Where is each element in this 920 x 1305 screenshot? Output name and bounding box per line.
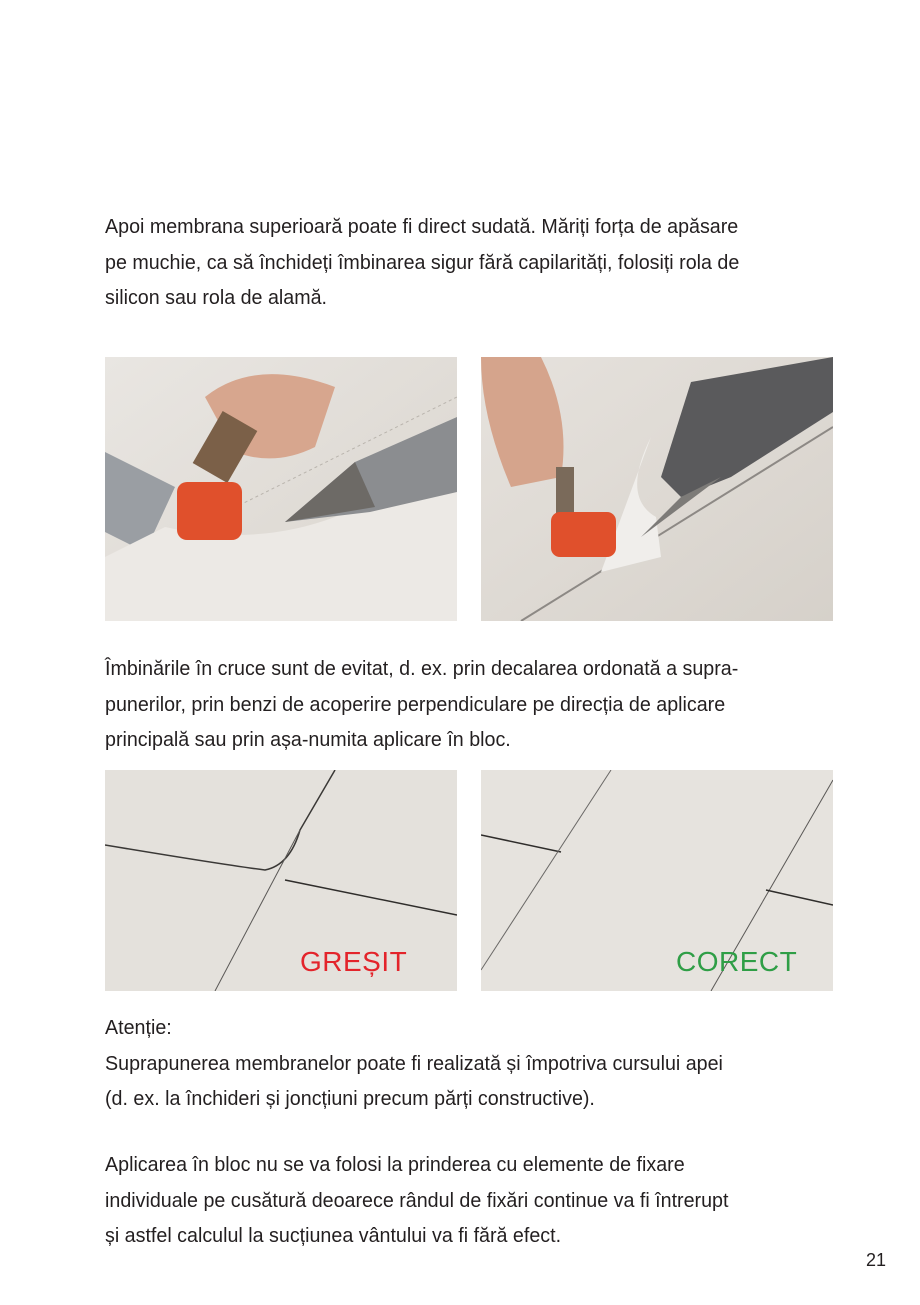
photo-correct-joint — [481, 770, 833, 991]
text-line: punerilor, prin benzi de acoperire perpendiculare pe direcția de aplicare — [105, 693, 726, 716]
wrong-label: GREȘIT — [300, 946, 408, 977]
text-line: individuale pe cusătură deoarece rândul de fixări continue va fi întrerupt — [105, 1189, 729, 1212]
correct-label: CORECT — [676, 946, 798, 977]
text-line: și astfel calculul la sucțiunea vântului va fi fără efect. — [105, 1225, 562, 1247]
photo-roller-welding-2 — [481, 357, 833, 621]
attention-title: Atenție: — [105, 1017, 172, 1039]
text-line: Apoi membrana superioară poate fi direct sudată. Măriți forța de apăsare — [105, 216, 739, 238]
photo-roller-welding-1 — [105, 357, 457, 621]
text-line: pe muchie, ca să închideți îmbinarea sigur fără capilarități, folosiți rola de — [105, 251, 740, 274]
paragraph-cross-joints — [105, 652, 845, 759]
paragraph-block-application — [105, 1148, 845, 1255]
text-line: principală sau prin așa-numita aplicare în bloc. — [105, 729, 511, 751]
text-line: Îmbinările în cruce sunt de evitat, d. ex. prin decalarea ordonată a supra- — [105, 658, 739, 680]
text-line: (d. ex. la închideri și joncțiuni precum părți constructive). — [105, 1088, 595, 1110]
text-line: silicon sau rola de alamă. — [105, 287, 328, 309]
page-number: 21 — [865, 1250, 886, 1270]
attention-note — [105, 1011, 845, 1118]
text-line: Aplicarea în bloc nu se va folosi la prinderea cu elemente de fixare — [105, 1154, 685, 1176]
text-line: Suprapunerea membranelor poate fi realizată și împotriva cursului apei — [105, 1052, 723, 1075]
paragraph-welding — [105, 210, 845, 317]
photo-wrong-cross-joint — [105, 770, 457, 991]
